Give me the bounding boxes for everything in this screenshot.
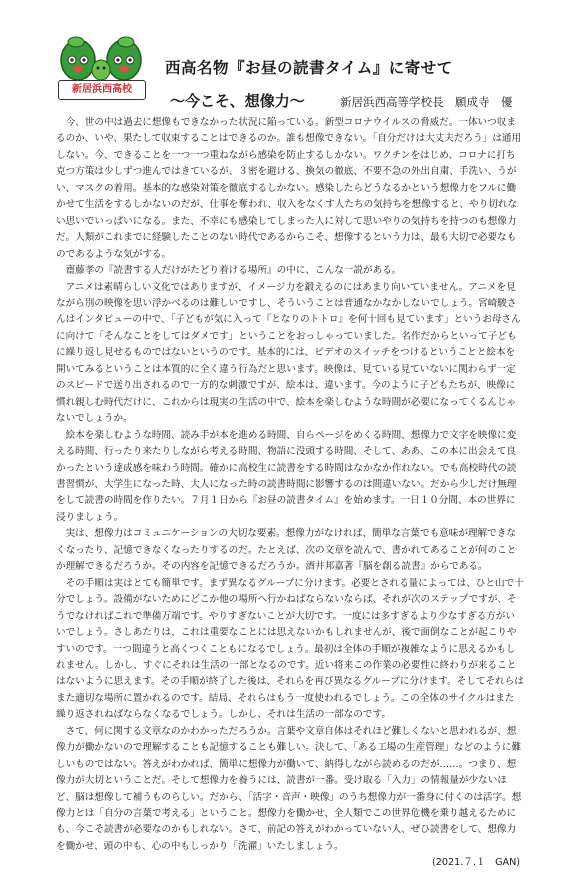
page-subtitle: ～今こそ、想像力～ <box>170 92 305 110</box>
paragraph-conclusion: さて、何に関する文章なのかわかっただろうか。言葉や文章自体はそれほど難しくないと思われるが、想像力が働かないので理解することも記憶することも難しい。決して、「ある工場の生産管理」などのように難しいものではない。答えがわかれば、簡単に想像力が働いて、納得しながら読めるのだが……。つまり、想像力が大切ということだ。そして想像力を養うには、読書が一番。受け取る「入力」の情報量が少ないほど、脳は想像して補うものらしい。だから、「活字・音声・映像」のうち想像力が一番身に付くのは活字。想像力とは「自分の言葉で考える」ということ。想像力を働かせ、全人類でこの世界危機を乗り越えるためにも、今こそ読書が必要なのかもしれない。さて、前記の答えがわかっていない人、ぜひ読書をして、想像力を働かせ、頭の中も、心の中もしっかり「洗濯」いたしましょう。 <box>56 725 522 852</box>
school-logo <box>54 30 149 102</box>
paragraph-covid: 今、世の中は過去に想像もできなかった状況に陥っている。新型コロナウイルスの脅威だ。一体いつ収まるのか、いや、果たして収束することはできるのか。誰も想像できない。「自分だけは大丈夫だろう」は通用しない。今、できることを一つ一つ重ねながら感染を防止するしかない。ワクチンをはじめ、コロナに打ち克つ方策は少しずつ進んではきているが、３密を避ける、換気の徹底、不要不急の外出自粛、手洗い、うがい、マスクの着用。基本的な感染対策を徹底するしかない。感染したらどうなるかという想像力をフルに働かせて生活をするしかないのだが、仕事を奪われ、収入をなくす人たちの気持ちを想像すると、やり切れない思いでいっぱいになる。また、不幸にも感染してしまった人に対して思いやりの気持ちを持つのも想像力だ。人類がこれまでに経験したことのない時代であるからこそ、想像するという力は、最も大切で必要なものであるような気がする。 <box>56 117 522 260</box>
paragraph-anime-quote: アニメは素晴らしい文化ではありますが、イメージ力を鍛えるのにはあまり向いていません。アニメを見ながら別の映像を思い浮かべるのは難しいですし、そういうことは普通なかなかしないでしょう。宮崎駿さんはインタビューの中で、「子どもが気に入って『となりのトトロ』を何十回も見ています」というお母さんに向けて「そんなことをしてはダメです」ということをおっしゃっていました。名作だからといって子どもに繰り返し見せるものではないというのです。基本的には、ビデオのスイッチをつけるということと絵本を開いてみるということは本質的に全く違う行為だと思います。映像は、見ている見ていないに関わらず一定のスピードで送り出されるので一方的な刺激ですが、絵本は、違います。今のように子どもたちが、映像に慣れ親しむ時代だけに、これからは現実の生活の中で、絵本を楽しむような時間が必要になってくるんじゃないでしょうか。 <box>56 281 521 425</box>
paragraph-reading-time: 絵本を楽しむような時間、読み手が本を進める時間、自らページをめくる時間、想像力で文字を映像に変える時間、行ったり来たりしながら考える時間、物語に没頭する時間、そして、ああ、この本に出会えて良かったという達成感を味わう時間。確かに高校生に読書をする時間はなかなか作れない。でも高校時代の読書習慣が、大学生になった時、大人になった時の読書時間に影響するのは間違いない。だから少しだけ無理をして読書の時間を作りたい。７月１日から『お昼の読書タイム』を始めます。一日１０分間、本の世界に浸りましょう。 <box>56 429 517 523</box>
paragraph-procedure-quote: その手順は実はとても簡単です。まず異なるグループに分けます。必要とされる量によっては、ひと山で十分でしょう。設備がないためにどこか他の場所へ行かねばならないならば、それが次のステップですが、そうでなければこれで準備万端です。やりすぎないことが大切です。一度には多すぎるより少なすぎる方がいいでしょう。さしあたりは、これは重要なことには思えないかもしれませんが、後で面倒なことが起こりやすいのです。一つ間違うと高くつくこともになるでしょう。最初は全体の手順が複雑なように思えるかもしれません。しかし、すぐにそれは生活の一部となるのです。近い将来この作業の必要性に終わりが来ることはないように思えます。その手順が終了した後は、それらを再び異なるグループに分けます。そしてそれらはまた適切な場所に置かれるのです。結局、それらはもう一度使われるでしょう。この全体のサイクルはまた繰り返されねばならなくなるでしょう。しかし、それは生活の一部なのです。 <box>56 577 524 721</box>
page-title: 西高名物『お昼の読書タイム』に寄せて <box>165 59 453 77</box>
author-line: 新居浜西高等学校長 願成寺 優 <box>340 95 513 109</box>
paragraph-quote-intro: 齋藤孝の『読書する人だけがたどり着ける場所』の中に、こんな一説がある。 <box>65 265 402 277</box>
paragraph-imagination-communication: 実は、想像力はコミュニケーションの大切な要素。想像力がなければ、簡単な言葉でも意味が理解できなくなったり、記憶できなくなったりするのだ。たとえば、次の文章を読んで、書かれてあることが何のことか理解できるだろうか。その内容を記憶できるだろうか。酒井邦嘉著『脳を創る読書』からである。 <box>56 528 517 573</box>
logo-school-name: 新居浜西高校 <box>58 80 146 100</box>
article-body <box>56 115 524 872</box>
date-signature: (2021.７.１ GAN) <box>432 857 520 869</box>
